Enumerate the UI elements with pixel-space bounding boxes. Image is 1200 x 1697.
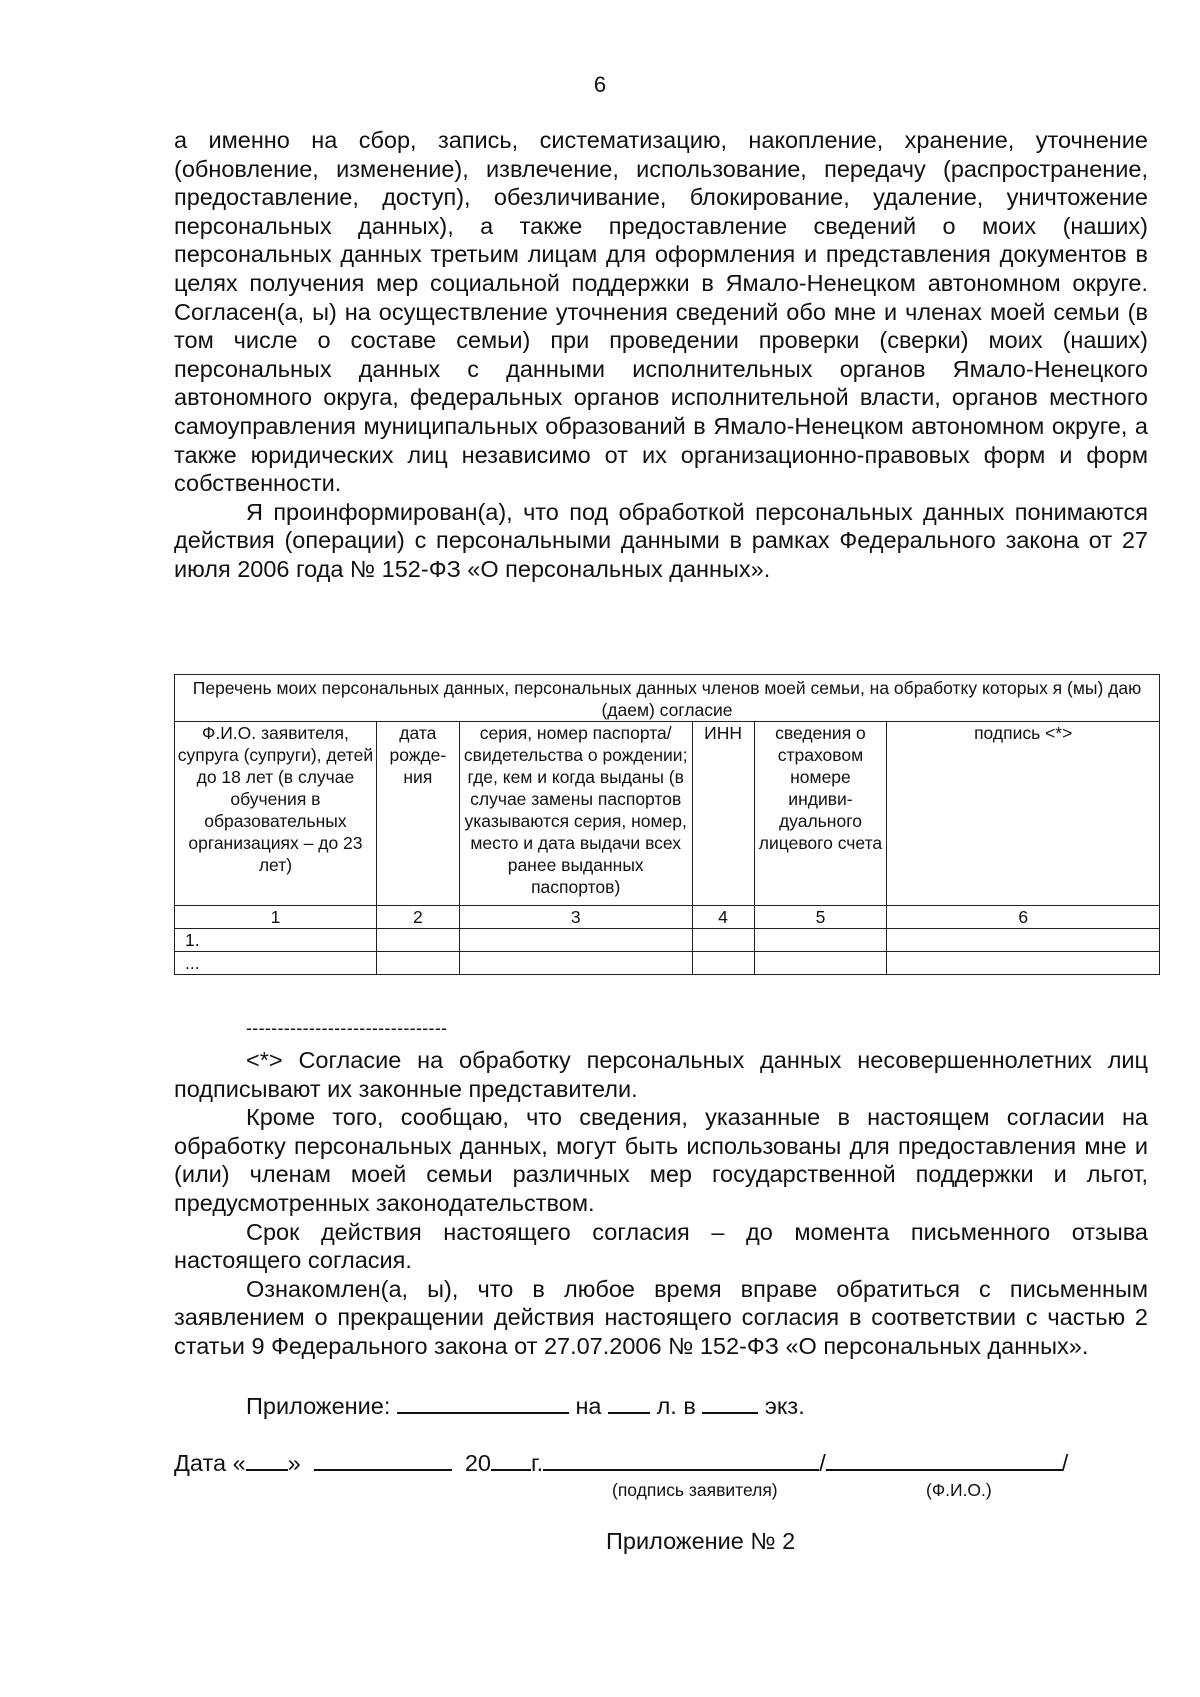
appendix-copies: экз.	[764, 1393, 805, 1419]
date-close-quote: »	[287, 1450, 301, 1476]
slash: /	[1061, 1450, 1069, 1476]
consent-text-top	[174, 126, 1148, 584]
table-cell	[754, 929, 887, 952]
year-blank[interactable]	[491, 1449, 531, 1471]
appendix-on: на	[575, 1393, 602, 1419]
paragraph: а именно на сбор, запись, систематизацию, накопление, хранение, уточнение (обновление, изменение), извлечение, использование, передачу (распространение, предоставление, доступ), обезличивание, блокирование, удаление, уничтожение персональных данных), а также предоставление сведений о моих (наших) персональных данных третьим лицам для оформления и представления документов в целях получения мер социальной поддержки в Ямало-Ненецком автономном округе. Согласен(а, ы) на осуществление уточнения сведений обо мне и членах моей семьи (в том числе о составе семьи) при проведении проверки (сверки) моих (наших) персональных данных с данными исполнительных органов Ямало-Ненецкого автономного округа, федеральных органов исполнительной власти, органов местного самоуправления муниципальных образований в Ямало-Ненецком автономном округе, а также юридических лиц независимо от их организационно-правовых форм и форм собственности.	[174, 127, 1148, 497]
paragraph: Ознакомлен(а, ы), что в любое время вправе обратиться с письменным заявлением о прекращении действия настоящего согласия в соответствии с частью 2 статьи 9 Федерального закона от 27.07.2006 № 152-ФЗ «О персональных данных».	[174, 1275, 1148, 1359]
table-cell	[692, 952, 754, 975]
table-cell	[459, 952, 692, 975]
header-inn: ИНН	[692, 722, 754, 906]
appendix-label: Приложение:	[246, 1393, 391, 1419]
date-signature-line	[174, 1449, 1068, 1477]
column-number: 4	[692, 906, 754, 929]
copies-count-blank[interactable]	[702, 1392, 758, 1414]
column-number: 2	[376, 906, 459, 929]
column-number: 3	[459, 906, 692, 929]
page-number: 6	[593, 72, 607, 97]
header-snils: сведения о страховом номере индиви-дуального лицевого счета	[754, 722, 887, 906]
header-passport: серия, номер паспорта/свидетельства о рождении; где, кем и когда выданы (в случае замены паспортов указываются серия, номер, место и дата выдачи всех ранее выданных паспортов)	[459, 722, 692, 906]
date-label: Дата «	[174, 1450, 246, 1476]
year-suffix: г.	[530, 1450, 544, 1476]
year-prefix: 20	[464, 1450, 491, 1476]
signature-blank[interactable]	[543, 1449, 819, 1471]
table-cell	[887, 952, 1160, 975]
fio-blank[interactable]	[826, 1449, 1062, 1471]
footnote-divider: --------------------------------	[246, 1018, 448, 1038]
header-birth-date: дата рожде-ния	[376, 722, 459, 906]
table-cell	[376, 929, 459, 952]
table-caption: Перечень моих персональных данных, персональных данных членов моей семьи, на обработку которых я (мы) даю (даем) согласие	[175, 675, 1160, 722]
paragraph: Кроме того, сообщаю, что сведения, указанные в настоящем согласии на обработку персональных данных, могут быть использованы для предоставления мне и (или) членам моей семьи различных мер государственной поддержки и льгот, предусмотренных законодательством.	[174, 1104, 1148, 1216]
table-cell: ...	[175, 952, 377, 975]
day-blank[interactable]	[246, 1449, 288, 1471]
table-cell	[376, 952, 459, 975]
sheets-count-blank[interactable]	[608, 1392, 650, 1414]
table-cell	[459, 929, 692, 952]
appendix-line	[246, 1392, 805, 1420]
footnote: <*> Согласие на обработку персональных данных несовершеннолетних лиц подписывают их законные представители.	[174, 1047, 1148, 1102]
table-row	[175, 929, 1160, 952]
table-row	[175, 952, 1160, 975]
column-number: 6	[887, 906, 1160, 929]
table-cell	[754, 952, 887, 975]
header-signature: подпись <*>	[887, 722, 1160, 906]
table-cell	[887, 929, 1160, 952]
personal-data-table	[174, 674, 1160, 975]
column-number: 1	[175, 906, 377, 929]
header-fio: Ф.И.О. заявителя, супруга (супруги), детей до 18 лет (в случае обучения в образовательных организациях – до 23 лет)	[175, 722, 377, 906]
table-cell: 1.	[175, 929, 377, 952]
appendix-sheets: л. в	[656, 1393, 696, 1419]
slash: /	[819, 1450, 826, 1476]
month-blank[interactable]	[314, 1449, 452, 1471]
paragraph: Я проинформирован(а), что под обработкой персональных данных понимаются действия (операции) с персональными данными в рамках Федерального закона от 27 июля 2006 года № 152-ФЗ «О персональных данных».	[174, 498, 1148, 582]
appendix-2-heading: Приложение № 2	[606, 1528, 796, 1554]
appendix-name-blank[interactable]	[397, 1392, 569, 1414]
fio-caption: (Ф.И.О.)	[926, 1480, 992, 1500]
paragraph: Срок действия настоящего согласия – до момента письменного отзыва настоящего согласия.	[174, 1218, 1148, 1274]
table-cell	[692, 929, 754, 952]
consent-text-bottom	[174, 1046, 1148, 1361]
signature-caption: (подпись заявителя)	[612, 1480, 778, 1500]
column-number: 5	[754, 906, 887, 929]
